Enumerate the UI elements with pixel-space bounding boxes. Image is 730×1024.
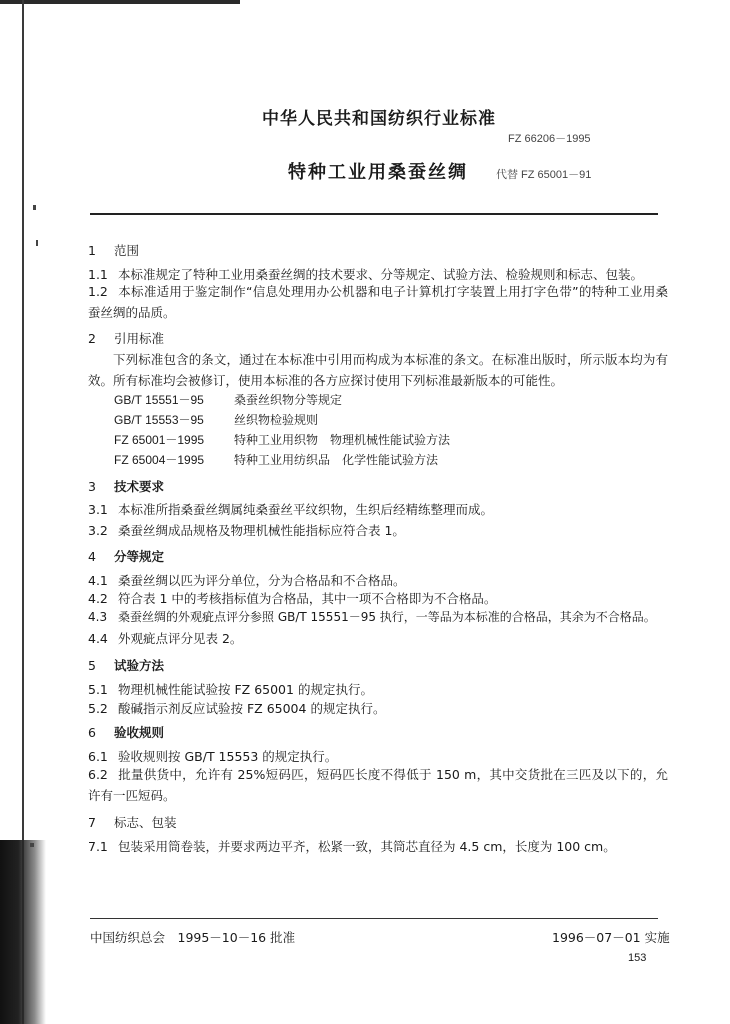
reference-1: GB/T 15551－95 桑蚕丝织物分等规定 bbox=[114, 393, 343, 407]
scan-speck bbox=[30, 843, 34, 847]
replaces-note: 代替 FZ 65001－91 bbox=[496, 169, 592, 181]
header-rule bbox=[90, 213, 658, 215]
clause-5-1: 5.1 物理机械性能试验按 FZ 65001 的规定执行。 bbox=[88, 682, 373, 697]
page-number: 153 bbox=[628, 952, 647, 964]
section-1-heading: 1 范围 bbox=[88, 243, 140, 258]
clause-4-4: 4.4 外观疵点评分见表 2。 bbox=[88, 631, 243, 646]
document-title: 特种工业用桑蚕丝绸 bbox=[288, 162, 468, 183]
scan-edge-top bbox=[0, 0, 240, 4]
clause-3-1: 3.1 本标准所指桑蚕丝绸属纯桑蚕丝平纹织物，生织后经精练整理而成。 bbox=[88, 502, 494, 517]
reference-2: GB/T 15553－95 丝织物检验规则 bbox=[114, 413, 319, 427]
section-2-intro: 下列标准包含的条文，通过在本标准中引用而构成为本标准的条文。在标准出版时，所示版本均为有效。所有标准均会被修订，使用本标准的各方应探讨使用下列标准最新版本的可能性。 bbox=[88, 352, 668, 388]
section-4-heading: 4 分等规定 bbox=[88, 549, 165, 564]
clause-6-1: 6.1 验收规则按 GB/T 15553 的规定执行。 bbox=[88, 749, 338, 764]
section-2-heading: 2 引用标准 bbox=[88, 331, 165, 346]
section-3-heading: 3 技术要求 bbox=[88, 479, 165, 494]
clause-5-2: 5.2 酸碱指示剂反应试验按 FZ 65004 的规定执行。 bbox=[88, 701, 386, 716]
section-7-heading: 7 标志、包装 bbox=[88, 815, 177, 830]
clause-4-3: 4.3 桑蚕丝绸的外观疵点评分参照 GB/T 15551－95 执行，一等品为本标准的合格品，其余为不合格品。 bbox=[88, 610, 656, 624]
section-5-heading: 5 试验方法 bbox=[88, 658, 165, 673]
section-6-heading: 6 验收规则 bbox=[88, 725, 165, 740]
scan-speck bbox=[36, 240, 38, 246]
footer-rule bbox=[90, 918, 658, 919]
reference-4: FZ 65004－1995 特种工业用纺织品 化学性能试验方法 bbox=[114, 453, 439, 467]
clause-1-1: 1.1 本标准规定了特种工业用桑蚕丝绸的技术要求、分等规定、试验方法、检验规则和标志、包装。 bbox=[88, 267, 644, 282]
clause-6-2: 6.2 批量供货中，允许有 25%短码匹，短码匹长度不得低于 150 m，其中交货批在三匹及以下的，允许有一匹短码。 bbox=[88, 767, 668, 803]
standard-category: 中华人民共和国纺织行业标准 bbox=[262, 109, 496, 129]
approval-line: 中国纺织总会 1995－10－16 批准 bbox=[90, 930, 296, 945]
clause-1-2: 1.2 本标准适用于鉴定制作“信息处理用办公机器和电子计算机打字装置上用打字色带”的特种工业用桑蚕丝绸的品质。 bbox=[88, 284, 668, 320]
clause-4-1: 4.1 桑蚕丝绸以匹为评分单位，分为合格品和不合格品。 bbox=[88, 573, 406, 588]
scan-shadow bbox=[0, 840, 46, 1024]
clause-7-1: 7.1 包装采用筒卷装，并要求两边平齐，松紧一致，其筒芯直径为 4.5 cm，长度为 100 cm。 bbox=[88, 839, 616, 854]
clause-4-2: 4.2 符合表 1 中的考核指标值为合格品，其中一项不合格即为不合格品。 bbox=[88, 591, 497, 606]
effective-date: 1996－07－01 实施 bbox=[552, 930, 670, 945]
scan-speck bbox=[33, 205, 36, 210]
reference-3: FZ 65001－1995 特种工业用织物 物理机械性能试验方法 bbox=[114, 433, 451, 447]
clause-3-2: 3.2 桑蚕丝绸成品规格及物理机械性能指标应符合表 1。 bbox=[88, 523, 405, 538]
standard-number: FZ 66206－1995 bbox=[508, 133, 591, 145]
